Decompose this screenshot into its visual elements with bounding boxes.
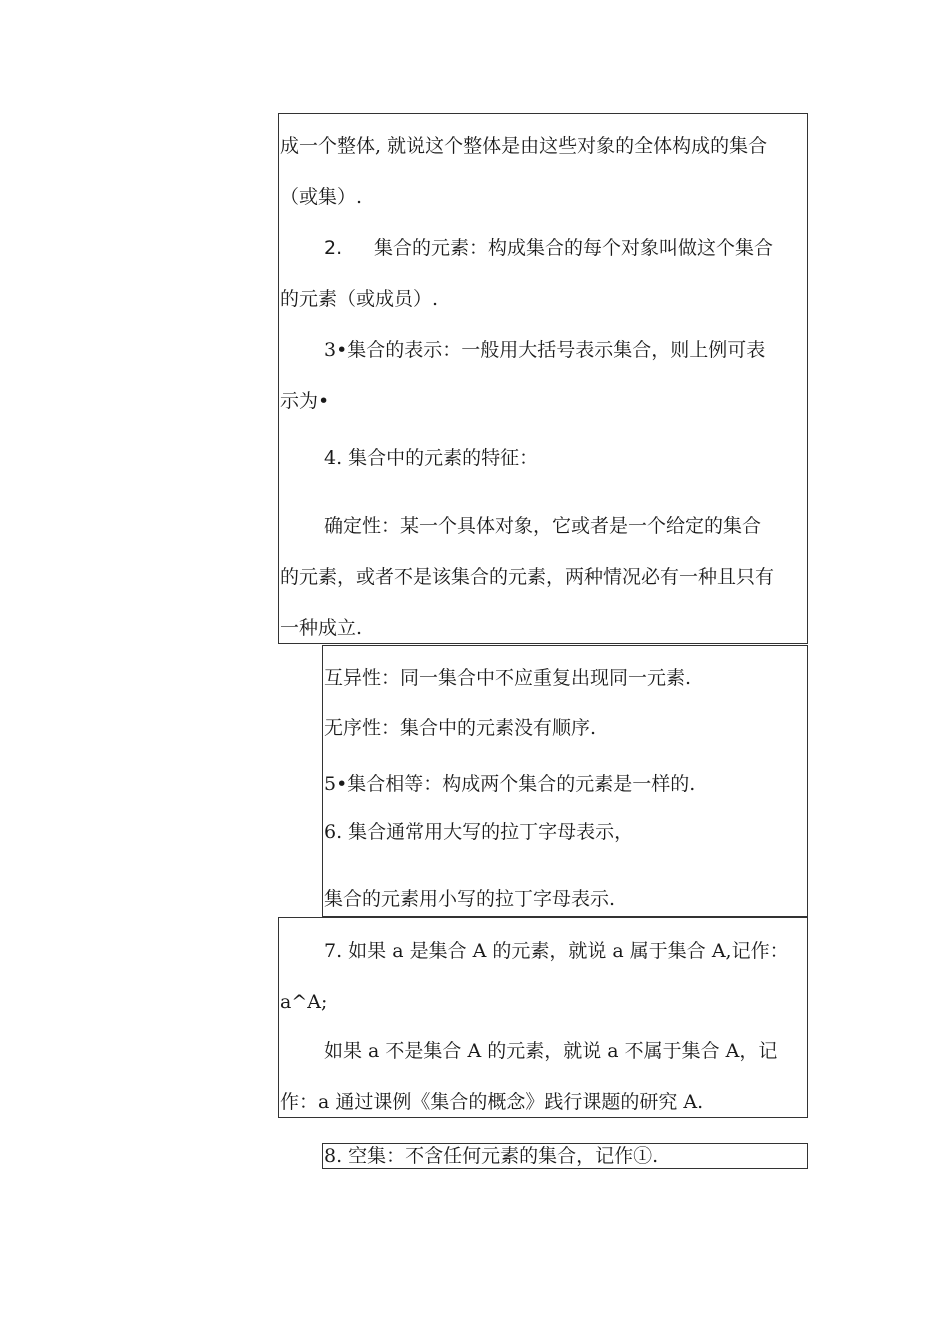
text-line: 6. 集合通常用大写的拉丁字母表示， <box>324 821 634 843</box>
text-line: 的元素，或者不是该集合的元素，两种情况必有一种且只有 <box>280 566 775 588</box>
text-line: 无序性：集合中的元素没有顺序. <box>324 717 597 739</box>
text-line: 一种成立. <box>280 617 363 639</box>
text-line: 7. 如果 a 是集合 A 的元素，就说 a 属于集合 A,记作： <box>324 940 789 962</box>
text-line: 确定性：某一个具体对象，它或者是一个给定的集合 <box>324 515 762 537</box>
item-number: 2. <box>324 237 343 259</box>
text-line: 8. 空集：不含任何元素的集合，记作①. <box>324 1145 659 1167</box>
text-line: 的元素（或成员）. <box>280 288 439 310</box>
text-line: 3•集合的表示：一般用大括号表示集合，则上例可表 <box>324 339 766 361</box>
section-heading: 4. 集合中的元素的特征： <box>324 447 539 469</box>
text-line: （或集）. <box>280 186 363 208</box>
text-line: 成一个整体, 就说这个整体是由这些对象的全体构成的集合 <box>280 135 768 157</box>
text-line: 5•集合相等：构成两个集合的元素是一样的. <box>324 773 696 795</box>
text-line: 集合的元素用小写的拉丁字母表示. <box>324 888 616 910</box>
text-line: 作：a 通过课例《集合的概念》践行课题的研究 A. <box>280 1091 704 1113</box>
text-line: a^A; <box>280 991 328 1013</box>
text-line: 示为• <box>280 390 330 412</box>
text-line: 集合的元素：构成集合的每个对象叫做这个集合 <box>374 237 774 259</box>
text-line: 互异性：同一集合中不应重复出现同一元素. <box>324 667 692 689</box>
text-line: 如果 a 不是集合 A 的元素，就说 a 不属于集合 A，记 <box>324 1040 778 1062</box>
